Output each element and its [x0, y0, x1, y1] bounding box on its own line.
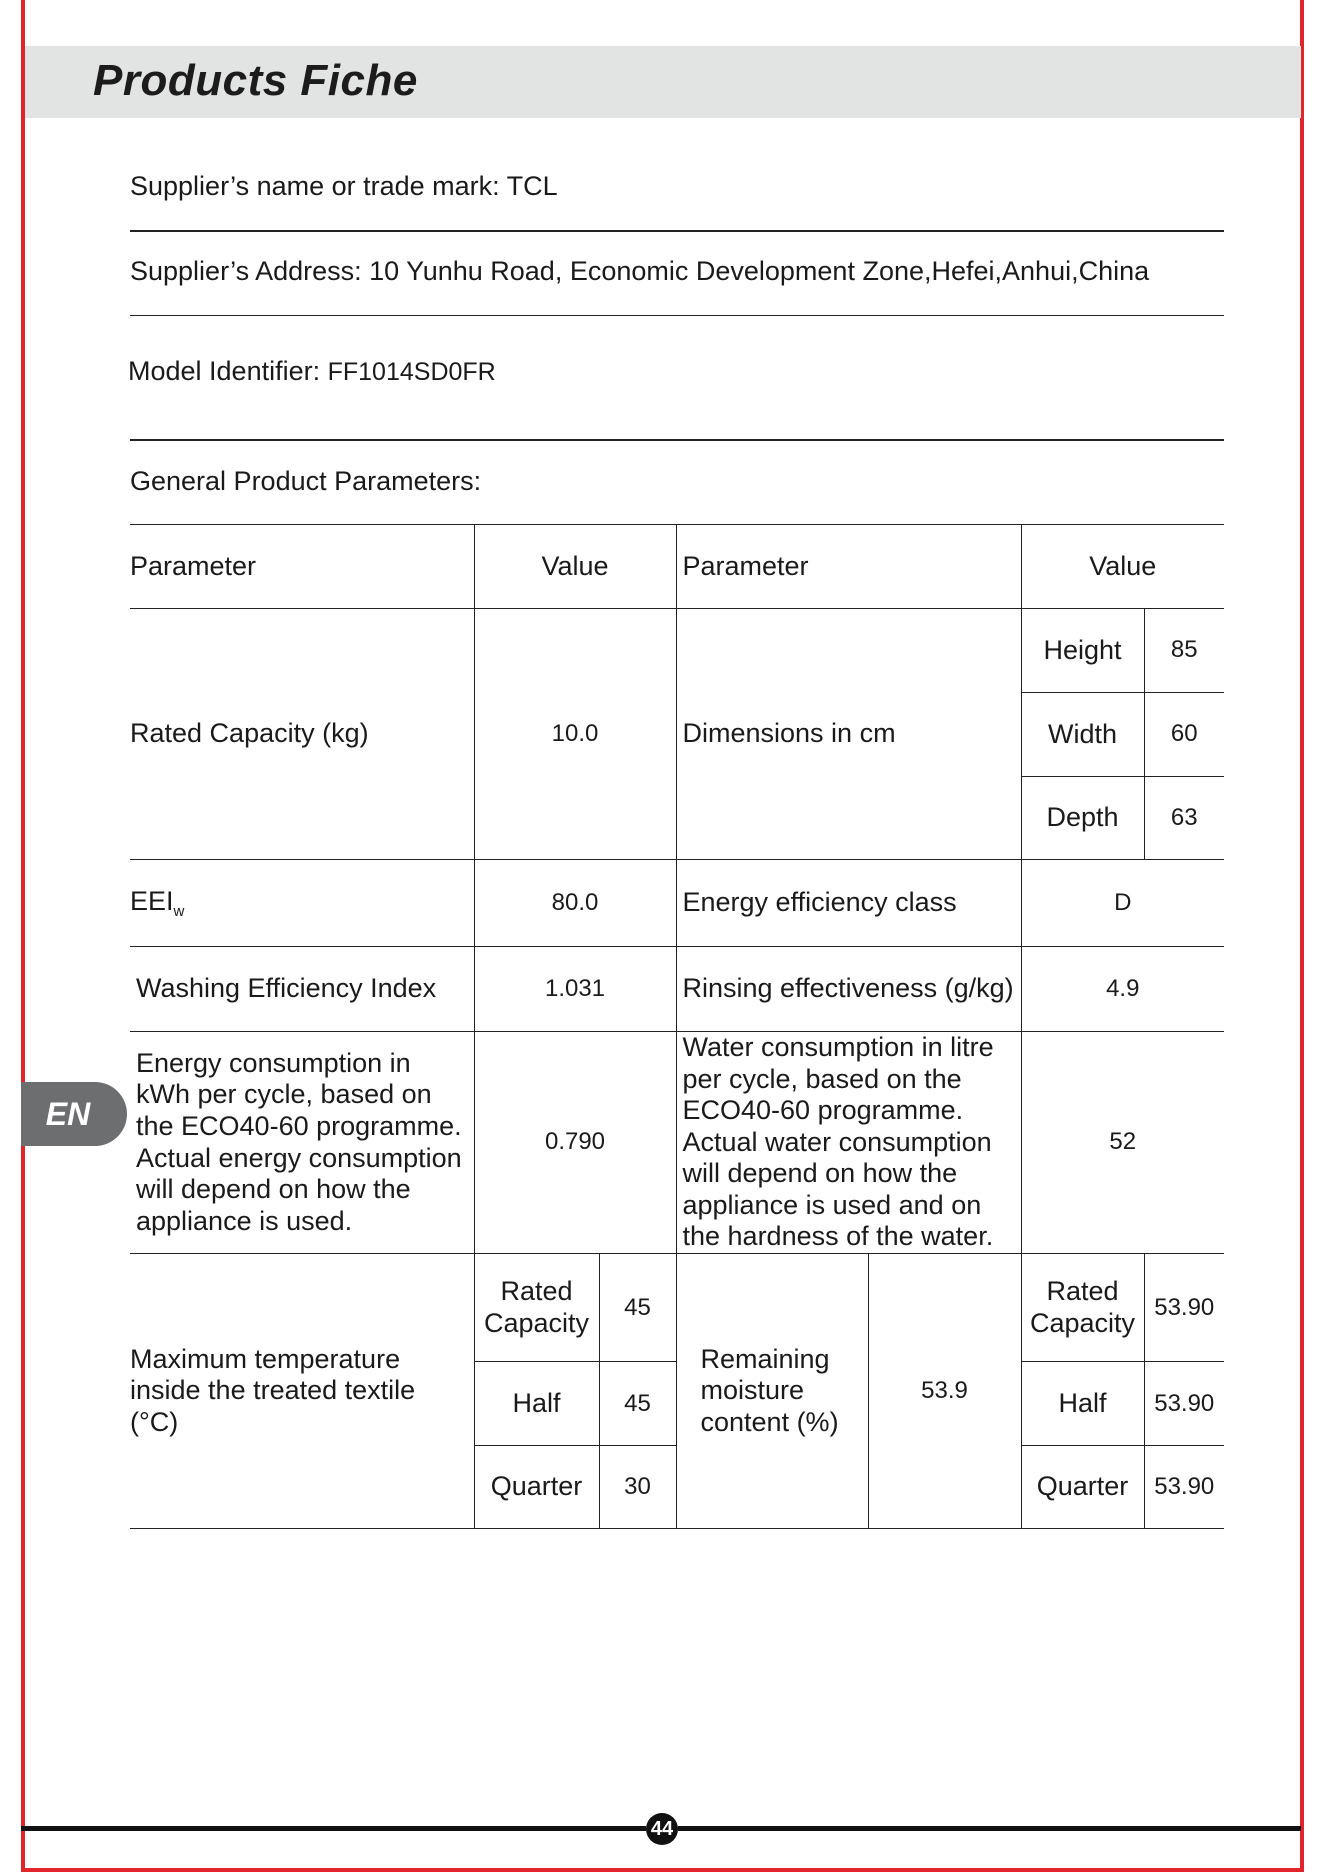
eei-label [130, 860, 474, 947]
page-title: Products Fiche [93, 56, 418, 105]
moisture-half-label: Half [1021, 1362, 1144, 1446]
width-label: Width [1021, 693, 1144, 777]
model-identifier-label: Model Identifier: [128, 356, 328, 386]
model-identifier [128, 356, 496, 387]
right-red-border [1300, 0, 1304, 1872]
height-value: 85 [1144, 609, 1224, 693]
table-header-row [130, 525, 1224, 609]
page-number: 44 [646, 1813, 678, 1845]
supplier-name: Supplier’s name or trade mark: TCL [130, 171, 558, 201]
divider [130, 230, 1224, 232]
max-temperature-label: Maximum temperature inside the treated textile (°C) [130, 1254, 474, 1529]
energy-consumption-label: Energy consumption in kWh per cycle, based on the ECO40-60 programme. Actual energy consumption will depend on how the appliance is used. [130, 1032, 474, 1254]
moisture-rated-value: 53.90 [1144, 1254, 1224, 1362]
table-row [130, 947, 1224, 1032]
table-row [130, 1254, 1224, 1362]
table-row [130, 609, 1224, 693]
dimensions-label: Dimensions in cm [676, 609, 1021, 860]
energy-class-label: Energy efficiency class [676, 860, 1021, 947]
depth-value: 63 [1144, 777, 1224, 860]
left-red-border [21, 0, 25, 1872]
divider [130, 315, 1224, 316]
moisture-quarter-label: Quarter [1021, 1446, 1144, 1529]
eei-label-subscript: w [173, 902, 185, 920]
width-value: 60 [1144, 693, 1224, 777]
depth-label: Depth [1021, 777, 1144, 860]
supplier-address: Supplier’s Address: 10 Yunhu Road, Economic Development Zone,Hefei,Anhui,China [130, 256, 1150, 286]
rated-capacity-value: 10.0 [474, 609, 676, 860]
max-temp-rated-value: 45 [599, 1254, 676, 1362]
eei-label-text: EEI [130, 885, 174, 916]
remaining-moisture-label: Remaining moisture content (%) [676, 1254, 868, 1529]
header-parameter-2: Parameter [676, 525, 1021, 609]
moisture-quarter-value: 53.90 [1144, 1446, 1224, 1529]
rinsing-label: Rinsing effectiveness (g/kg) [676, 947, 1021, 1032]
header-parameter-1: Parameter [130, 525, 474, 609]
moisture-half-value: 53.90 [1144, 1362, 1224, 1446]
max-temp-rated-label: Rated Capacity [474, 1254, 599, 1362]
washing-index-label: Washing Efficiency Index [130, 947, 474, 1032]
general-params-heading: General Product Parameters: [130, 466, 482, 496]
footer-rule-right [678, 1826, 1301, 1831]
water-consumption-label: Water consumption in litre per cycle, based on the ECO40-60 programme. Actual water consumption will depend on how the appliance is used and on the hardness of the water. [676, 1032, 1021, 1254]
height-label: Height [1021, 609, 1144, 693]
washing-index-value: 1.031 [474, 947, 676, 1032]
divider [130, 439, 1224, 441]
parameters-table [130, 524, 1224, 1529]
footer-rule-left [21, 1826, 646, 1831]
header-value-2: Value [1021, 525, 1224, 609]
max-temp-quarter-label: Quarter [474, 1446, 599, 1529]
energy-consumption-value: 0.790 [474, 1032, 676, 1254]
table-row [130, 860, 1224, 947]
max-temp-quarter-value: 30 [599, 1446, 676, 1529]
max-temp-half-value: 45 [599, 1362, 676, 1446]
rinsing-value: 4.9 [1021, 947, 1224, 1032]
language-tab: EN [21, 1082, 127, 1146]
header-value-1: Value [474, 525, 676, 609]
table-row [130, 1032, 1224, 1254]
model-identifier-value: FF1014SD0FR [327, 358, 496, 386]
moisture-rated-label: Rated Capacity [1021, 1254, 1144, 1362]
bottom-red-border [21, 1868, 1304, 1872]
remaining-moisture-value: 53.9 [868, 1254, 1021, 1529]
max-temp-half-label: Half [474, 1362, 599, 1446]
eei-value: 80.0 [474, 860, 676, 947]
energy-class-value: D [1021, 860, 1224, 947]
water-consumption-value: 52 [1021, 1032, 1224, 1254]
rated-capacity-label: Rated Capacity (kg) [130, 609, 474, 860]
